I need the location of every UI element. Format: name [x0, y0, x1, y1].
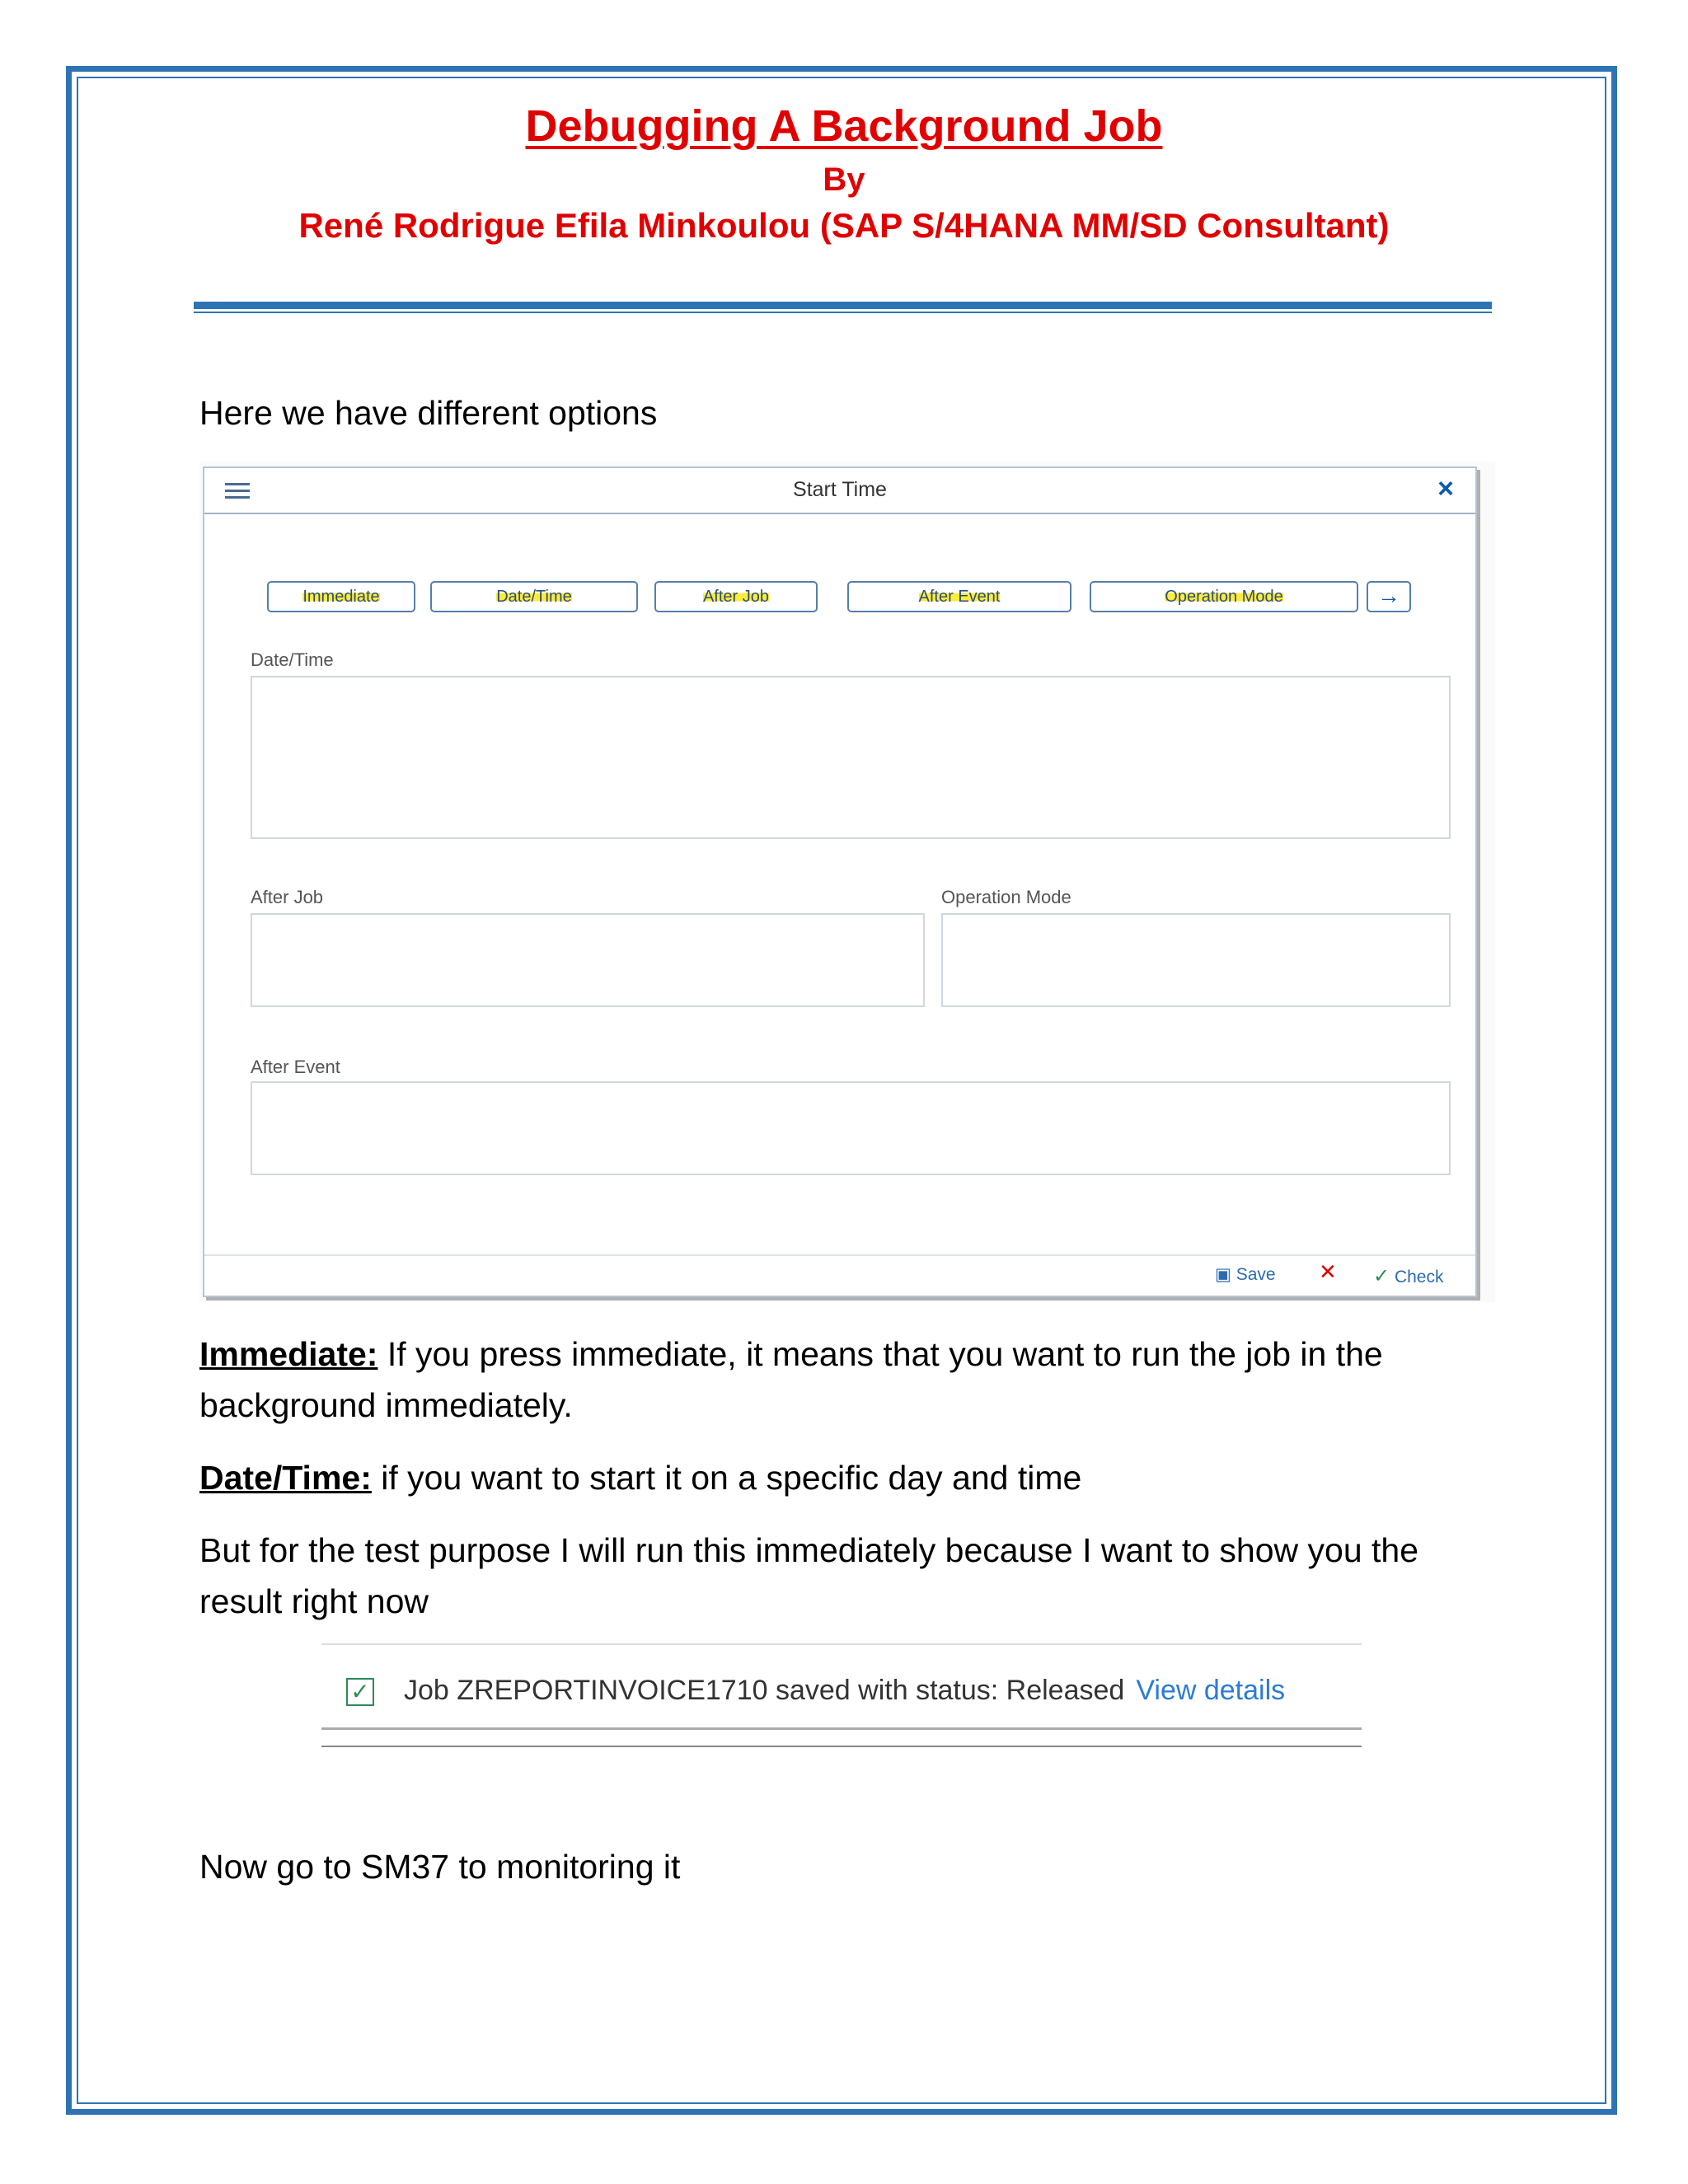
immediate-text: If you press immediate, it means that you want to run the job in the background immediately. [199, 1335, 1383, 1424]
close-icon[interactable]: × [1437, 473, 1454, 504]
datetime-text: if you want to start it on a specific day and time [371, 1459, 1082, 1497]
dialog-header [204, 468, 1475, 514]
status-message [404, 1675, 1285, 1707]
intro-text: Here we have different options [199, 394, 658, 432]
after-event-field[interactable] [251, 1081, 1451, 1175]
message-divider [321, 1727, 1362, 1730]
after-event-label: After Event [251, 1057, 340, 1077]
operation-mode-field[interactable] [941, 913, 1451, 1007]
start-time-dialog [203, 466, 1477, 1297]
success-check-icon: ✓ [346, 1678, 374, 1706]
author-line: René Rodrigue Efila Minkoulou (SAP S/4HANA MM/SD Consultant) [298, 206, 1390, 245]
immediate-button[interactable]: Immediate [267, 581, 415, 612]
immediate-term: Immediate: [199, 1335, 378, 1373]
datetime-explanation [199, 1452, 1502, 1503]
dialog-title: Start Time [793, 478, 887, 501]
header-rule [194, 302, 1492, 309]
after-job-button[interactable]: After Job [654, 581, 818, 612]
header-rule-thin [194, 312, 1492, 313]
save-icon: ▣ [1215, 1265, 1231, 1284]
datetime-term: Date/Time: [199, 1459, 372, 1497]
by-line: By [823, 162, 865, 198]
operation-mode-label: Operation Mode [941, 887, 1071, 907]
status-message-text: Job ZREPORTINVOICE1710 saved with status: Released [404, 1675, 1125, 1706]
message-divider-lower [321, 1746, 1362, 1747]
datetime-button[interactable]: Date/Time [430, 581, 638, 612]
arrow-right-icon[interactable]: → [1367, 581, 1411, 612]
datetime-field[interactable] [251, 676, 1451, 839]
dialog-footer-divider [204, 1254, 1475, 1256]
checkmark-icon: ✓ [1373, 1265, 1390, 1287]
save-label: Save [1236, 1265, 1276, 1284]
immediate-explanation [199, 1329, 1502, 1431]
view-details-link[interactable]: View details [1136, 1675, 1286, 1706]
operation-mode-button[interactable]: Operation Mode [1090, 581, 1358, 612]
page-title: Debugging A Background Job [525, 101, 1163, 151]
after-event-button[interactable]: After Event [847, 581, 1071, 612]
test-purpose-text: But for the test purpose I will run this immediately because I want to show you the result right now [199, 1531, 1419, 1620]
after-job-field[interactable] [251, 913, 925, 1007]
datetime-label: Date/Time [251, 649, 334, 670]
save-button[interactable] [1215, 1264, 1276, 1285]
check-button[interactable] [1373, 1264, 1443, 1288]
closing-text: Now go to SM37 to monitoring it [199, 1848, 681, 1886]
after-job-label: After Job [251, 887, 324, 907]
cancel-icon[interactable]: ✕ [1319, 1259, 1337, 1284]
check-label: Check [1394, 1268, 1444, 1286]
